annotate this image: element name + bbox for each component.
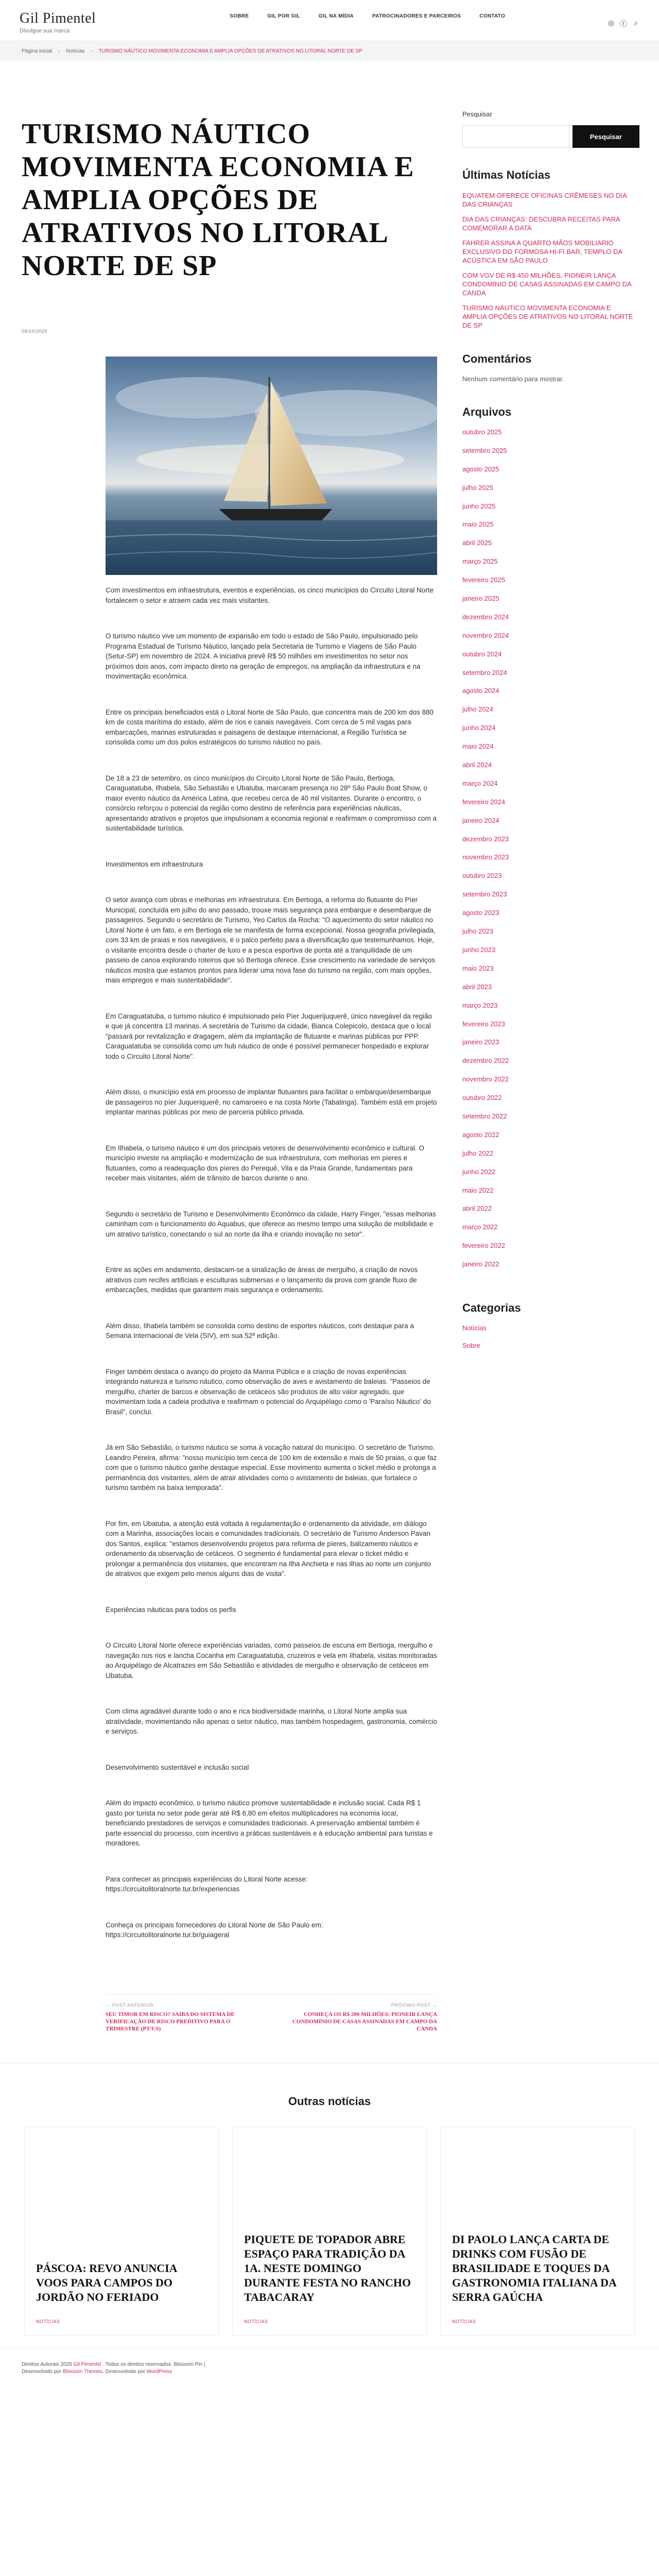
post-date: 09/10/2025 bbox=[22, 329, 48, 334]
archive-link[interactable]: maio 2023 bbox=[462, 964, 494, 972]
breadcrumb-current: TURISMO NÁUTICO MOVIMENTA ECONOMIA E AMPLIA OPÇÕES DE ATRATIVOS NO LITORAL NORTE DE SP bbox=[98, 48, 362, 54]
archive-link[interactable]: abril 2022 bbox=[462, 1205, 492, 1213]
archive-link[interactable]: abril 2025 bbox=[462, 539, 492, 547]
archive-link[interactable]: fevereiro 2022 bbox=[462, 1242, 506, 1250]
nav-item-gil-por-gil[interactable]: GIL POR GIL bbox=[267, 13, 300, 19]
archive-link[interactable]: agosto 2025 bbox=[462, 465, 499, 473]
recent-post-link[interactable]: COM VGV DE R$ 450 MILHÕES, PIONEIR LANÇA CONDOMÍNIO DE CASAS ASSINADAS EM CAMPO DA CANDA bbox=[462, 272, 631, 297]
post-paragraph: Segundo o secretário de Turismo e Desenvolvimento Econômico da cidade, Harry Finger, "essas melhorias caminham com o funcionamento do Aquabus, que oferece ao mesmo tempo uma solução de mobilidade e um atrativo turístico, conectando o sul ao norte da ilha e criando inovação no setor". bbox=[106, 1210, 436, 1238]
post-link-paragraph: Para conhecer as principais experiências do Litoral Norte acesse: https://circuitolitoralnorte.tur.br/experiencias bbox=[106, 1875, 308, 1893]
site-description: Divulgue sua marca bbox=[20, 28, 70, 34]
post-paragraph: Já em São Sebastião, o turismo náutico se soma à vocação natural do município. O secretário de Turismo, Leandro Pereira, afirma: "nosso município tem cerca de 100 km de extensão e mais de 50 praias, o que faz com que o turismo náutico ganhe destaque especial. Esse movimento aumenta o ticket médio e prolonga a permanência dos visitantes, além de atrair atividades como o avistamento de baleias, que fortalece o turismo também na baixa temporada". bbox=[106, 1444, 437, 1492]
post-paragraph: Além do impacto econômico, o turismo náutico promove sustentabilidade e inclusão social. Cada R$ 1 gasto por turista no setor pode gerar até R$ 6,80 em efeitos multiplicadores na economia local, beneficiando prestadores de serviços e comunidades tradicionais. A preservação ambiental também é parte essencial do processo, com incentivo a práticas sustentáveis e à educação ambiental para turistas e moradores. bbox=[106, 1799, 433, 1847]
brand bbox=[20, 10, 96, 34]
archive-link[interactable]: março 2023 bbox=[462, 1001, 498, 1009]
archives-title: Arquivos bbox=[462, 405, 512, 418]
other-news-section bbox=[0, 2063, 659, 2336]
archive-link[interactable]: julho 2022 bbox=[462, 1149, 493, 1157]
recent-post-link[interactable]: DIA DAS CRIANÇAS: DESCUBRA RECEITAS PARA COMEMORAR A DATA bbox=[462, 215, 620, 232]
news-card-title[interactable]: DI PAOLO LANÇA CARTA DE DRINKS COM FUSÃO DE BRASILIDADE E TOQUES DA GASTRONOMIA ITALIANA DA SERRA GAÚCHA bbox=[452, 2232, 616, 2303]
archive-link[interactable]: setembro 2024 bbox=[462, 668, 507, 676]
post-link-paragraph: Conheça os principais fornecedores do Litoral Norte de São Paulo em: https://circuitolitoralnorte.tur.br/guiageral bbox=[106, 1921, 323, 1939]
news-card[interactable] bbox=[24, 2127, 219, 2336]
site-header bbox=[0, 0, 659, 41]
archive-link[interactable]: maio 2024 bbox=[462, 742, 494, 751]
footer-rights: . Todos os direitos reservados. Blossom Pin | bbox=[102, 2361, 205, 2367]
archive-link[interactable]: outubro 2025 bbox=[462, 428, 502, 436]
news-card-title[interactable]: PÁSCOA: REVO ANUNCIA VOOS PARA CAMPOS DO JORDÃO NO FERIADO bbox=[36, 2261, 177, 2303]
post-paragraph: Além disso, o município está em processo de implantar flutuantes para facilitar o embarque/desembarque de passageiros no píer Juqueriquerê, no camaroeiro e na costa Norte (Tabatinga). Também está em projeto implantar marinas públicas por meio de parceria público privada. bbox=[106, 1088, 437, 1116]
page-layout bbox=[0, 61, 659, 2032]
archive-link[interactable]: setembro 2022 bbox=[462, 1112, 507, 1120]
category-link-noticias[interactable]: Notícias bbox=[462, 1324, 487, 1332]
breadcrumb-home[interactable]: Página inicial bbox=[22, 48, 52, 54]
archive-link[interactable]: setembro 2023 bbox=[462, 890, 507, 899]
news-card[interactable] bbox=[232, 2127, 427, 2336]
breadcrumb-section[interactable]: Notícias bbox=[66, 48, 85, 54]
post-subheading: Investimentos em infraestrutura bbox=[106, 860, 203, 868]
archive-link[interactable]: maio 2022 bbox=[462, 1186, 494, 1194]
header-icons bbox=[608, 10, 639, 29]
post-paragraph: De 18 a 23 de setembro, os cinco municípios do Circuito Litoral Norte de São Paulo, Bertioga, Caraguatatuba, Ilhabela, São Sebastião e Ubatuba, marcaram presença no 28º São Paulo Boat Show, o maior evento náutico da América Latina, que recebeu cerca de 40 mil visitantes. Durante o encontro, o consórcio reforçou o potencial da região como destino de referência para experiências náuticas, apresentando atrativos e projetos que impulsionam a economia regional e reafirmam o compromisso com a sustentabilidade turística. bbox=[106, 774, 437, 832]
post-paragraph: O turismo náutico vive um momento de expansão em todo o estado de São Paulo, impulsionado pelo Programa Estadual de Turismo Náutico, lançado pela Secretaria de Turismo e Viagens de São Paulo (Setur-SP) em novembro de 2024. A iniciativa prevê R$ 50 milhões em investimentos no setor nos próximos dois anos, com impacto direto na geração de empregos, na ampliação da infraestrutura e na movimentação econômica. bbox=[106, 632, 421, 680]
news-card[interactable] bbox=[440, 2127, 635, 2336]
post-paragraph: O Circuito Litoral Norte oferece experiências variadas, como passeios de escuna em Bertioga, mergulho e navegação nos rios e lancha Cocanha em Caraguatatuba, cruzeiros e vela em Ilhabela, visitas monitoradas ao Arquipélago de Alcatrazes em São Sebastião e atividades de mergulho e observação de cetáceos em Ubatuba. bbox=[106, 1641, 437, 1680]
recent-post-link[interactable]: EQUATEM OFERECE OFICINAS CRÊMESES NO DIA DAS CRIANÇAS bbox=[462, 192, 627, 208]
next-post[interactable] bbox=[283, 2003, 437, 2032]
archive-link[interactable]: novembro 2024 bbox=[462, 631, 509, 639]
sidebar bbox=[444, 61, 659, 2032]
archive-link[interactable]: julho 2025 bbox=[462, 483, 493, 492]
archive-link[interactable]: agosto 2024 bbox=[462, 687, 499, 695]
breadcrumb bbox=[0, 41, 659, 61]
footer-powered: . Desenvolvido por bbox=[102, 2368, 145, 2375]
site-footer bbox=[0, 2347, 659, 2386]
nav-item-contato[interactable]: CONTATO bbox=[479, 13, 506, 19]
featured-image bbox=[106, 357, 437, 575]
prev-post-label: ← POST ANTERIOR bbox=[106, 2002, 154, 2008]
footer-wordpress-link[interactable]: WordPress bbox=[146, 2368, 172, 2375]
no-comments-text: Nenhum comentário para mostrar. bbox=[462, 375, 564, 383]
archive-link[interactable]: janeiro 2025 bbox=[462, 595, 499, 603]
other-news-cards bbox=[0, 2127, 659, 2336]
archive-link[interactable]: agosto 2022 bbox=[462, 1130, 499, 1139]
post-subheading: Experiências náuticas para todos os perfis bbox=[106, 1605, 236, 1614]
search-input[interactable] bbox=[462, 125, 569, 148]
news-card-category[interactable]: NOTÍCIAS bbox=[36, 2318, 60, 2324]
archives-list bbox=[462, 428, 639, 1279]
archive-link[interactable]: junho 2022 bbox=[462, 1167, 496, 1176]
recent-post-link[interactable]: FAHRER ASSINA A QUARTO MÃOS MOBILIARIO EXCLUSIVO DO FORMOSA HI-FI BAR, TEMPLO DA ACÚSTICA EM SÃO PAULO bbox=[462, 239, 622, 264]
post-paragraph: Finger também destaca o avanço do projeto da Marina Pública e a criação de novas experiências integrando natureza e turismo náutico, como observação de aves e avistamento de baleias. "Passeios de mergulho, charter de barcos e observação de cetáceos são produtos de alto valor agregado, que movimentam toda a cadeia produtiva e reafirmam o potencial do Arquipélago como o 'Paraíso Náutico' do Brasil", conclui. bbox=[106, 1367, 431, 1416]
post-subheading: Desenvolvimento sustentável e inclusão social bbox=[106, 1763, 249, 1771]
prev-post-title[interactable]: SEU TIMOR EM RISCO? SAIBA DO SISTEMA DE VERIFICAÇÃO DE RISCO PREDITIVO PARA O TRIMESTRE (PT/US) bbox=[106, 2011, 235, 2032]
archive-link[interactable]: janeiro 2023 bbox=[462, 1038, 499, 1046]
archive-link[interactable]: julho 2024 bbox=[462, 705, 493, 714]
prev-post[interactable] bbox=[106, 2003, 260, 2032]
archive-link[interactable]: dezembro 2023 bbox=[462, 835, 509, 843]
nav-item-gil-na-midia[interactable]: GIL NA MÍDIA bbox=[318, 13, 354, 19]
recent-post-link[interactable]: TURISMO NÁUTICO MOVIMENTA ECONOMIA E AMPLIA OPÇÕES DE ATRATIVOS NO LITORAL NORTE DE SP bbox=[462, 304, 633, 329]
archive-link[interactable]: dezembro 2022 bbox=[462, 1057, 509, 1065]
category-link-sobre[interactable]: Sobre bbox=[462, 1341, 480, 1349]
news-card-category[interactable]: NOTÍCIAS bbox=[452, 2318, 476, 2324]
post-paragraph: Por fim, em Ubatuba, a atenção está voltada à regulamentação e ordenamento da atividade, em diálogo com a Marinha, associações locais e comunidades tradicionais. O secretário de Turismo Anderson Pavan dos Santos, explica: "estamos desenvolvendo projetos para reforma de píeres, balizamento náutico e ordenamento da observação de cetáceos. O segmento é fundamental para elevar o ticket médio e prolongar a permanência dos visitantes, que encontram na Ilha Anchieta e nas ilhas ao norte um conjunto de atrativos que exigem pelo menos alguns dias de visita". bbox=[106, 1519, 431, 1578]
archive-link[interactable]: agosto 2023 bbox=[462, 909, 499, 917]
nav-item-sobre[interactable]: SOBRE bbox=[230, 13, 249, 19]
footer-copyright: Direitos Autorais 2025 bbox=[22, 2361, 72, 2367]
post-content bbox=[106, 585, 437, 1940]
site-title-link[interactable]: Gil Pimentel bbox=[20, 10, 96, 26]
archive-link[interactable]: maio 2025 bbox=[462, 520, 494, 529]
archive-link[interactable]: outubro 2023 bbox=[462, 872, 502, 880]
next-post-title[interactable]: CONHEÇA OS R$ 200 MILHÕES: PIONEIR LANÇA CONDOMÍNIO DE CASAS ASSINADAS EM CAMPO DA CANDA bbox=[292, 2011, 437, 2032]
archive-link[interactable]: fevereiro 2025 bbox=[462, 576, 506, 584]
archive-link[interactable]: junho 2023 bbox=[462, 945, 496, 954]
post-navigation bbox=[106, 1994, 437, 2032]
archive-link[interactable]: fevereiro 2023 bbox=[462, 1020, 506, 1028]
post-paragraph: Em Ilhabela, o turismo náutico é um dos principais vetores de desenvolvimento econômico e cultural. O município investe na ampliação e modernização de sua infraestrutura, com melhorias em píeres e flutuantes, como a readequação dos píeres do Perequê, Vila e da Praia Grande, fundamentais para receber mais visitantes, além de trânsito de barcos durante o ano. bbox=[106, 1144, 425, 1182]
post-paragraph: Além disso, Ilhabela também se consolida como destino de esportes náuticos, com destaque para a Semana Internacional de Vela (SIV), em sua 52ª edição. bbox=[106, 1321, 414, 1340]
archive-link[interactable]: setembro 2025 bbox=[462, 446, 507, 454]
search-label: Pesquisar bbox=[462, 110, 492, 118]
archive-link[interactable]: junho 2024 bbox=[462, 724, 496, 732]
archive-link[interactable]: janeiro 2022 bbox=[462, 1260, 499, 1268]
archive-link[interactable]: novembro 2023 bbox=[462, 853, 509, 861]
footer-developed-by: Desenvolvido por bbox=[22, 2368, 62, 2375]
breadcrumb-separator-icon: › bbox=[91, 48, 93, 54]
footer-copyright-line bbox=[22, 2361, 637, 2368]
sailboat-image bbox=[106, 357, 437, 575]
archive-link[interactable]: dezembro 2024 bbox=[462, 613, 509, 621]
search-form bbox=[462, 125, 639, 148]
post-paragraph: Entre as ações em andamento, destacam-se a sinalização de áreas de mergulho, a criação de novos atrativos com recifes artificiais e esculturas submersas e o lançamento da prova com grande fluxo de embarcações, medidas que garantem mais segurança e ordenamento. bbox=[106, 1266, 418, 1294]
archive-link[interactable]: março 2024 bbox=[462, 779, 498, 787]
search-icon[interactable]: ⌕ bbox=[634, 19, 638, 27]
categories-title: Categorias bbox=[462, 1301, 521, 1314]
facebook-icon[interactable]: ⓕ bbox=[619, 20, 627, 28]
nav-item-patrocinadores[interactable]: PATROCINADORES E PARCEIROS bbox=[372, 13, 461, 19]
instagram-icon[interactable]: ◎ bbox=[608, 19, 615, 27]
archive-link[interactable]: outubro 2024 bbox=[462, 650, 502, 658]
archive-link[interactable]: abril 2023 bbox=[462, 982, 492, 991]
main-nav bbox=[220, 10, 529, 21]
other-news-title: Outras notícias bbox=[288, 2094, 371, 2108]
archive-link[interactable]: novembro 2022 bbox=[462, 1075, 509, 1083]
footer-theme-link[interactable]: Blossom Themes bbox=[63, 2368, 103, 2375]
archive-link[interactable]: outubro 2022 bbox=[462, 1094, 502, 1102]
post-title: TURISMO NÁUTICO MOVIMENTA ECONOMIA E AMPLIA OPÇÕES DE ATRATIVOS NO LITORAL NORTE DE SP bbox=[22, 118, 414, 282]
news-card-category[interactable]: NOTÍCIAS bbox=[244, 2318, 268, 2324]
footer-site-link[interactable]: Gil Pimentel bbox=[73, 2361, 101, 2367]
comments-title: Comentários bbox=[462, 352, 532, 365]
post-paragraph: O setor avança com obras e melhorias em infraestrutura. Em Bertioga, a reforma do flutuante do Píer Municipal, concluída em julho do ano passado, trouxe mais segurança para embarque e desembarque de passageiros. Segundo o secretário de Turismo, Yeo Carlos da Rocha: "O aquecimento do setor náutico no Litoral Norte é um fato, e em Bertioga ele se manifesta de forma excepcional. Nossa geografia privilegiada, com 33 km de praias e rios navegáveis, é o palco perfeito para a diversificação que testemunhamos. Hoje, o visitante encontra desde o charter de luxo e a pesca esportiva de ponta até a tranquilidade de um passeio de canoa explorando roteiros que só Bertioga oferece. Esse crescimento na variedade de serviços náuticos mostra que estamos prontos para liderar uma nova fase do turismo na região, com mais opções, mais empregos e mais sustentabilidade". bbox=[106, 896, 436, 984]
archive-link[interactable]: janeiro 2024 bbox=[462, 816, 499, 824]
next-post-label: PRÓXIMO POST → bbox=[391, 2002, 437, 2008]
search-button[interactable]: Pesquisar bbox=[573, 125, 639, 148]
recent-posts-list bbox=[462, 191, 639, 330]
post-paragraph: Com investimentos em infraestrutura, eventos e experiências, os cinco municípios do Circuito Litoral Norte fortalecem o setor e atraem cada vez mais visitantes. bbox=[106, 586, 434, 604]
news-card-title[interactable]: PIQUETE DE TOPADOR ABRE ESPAÇO PARA TRADIÇÃO DA 1A. NESTE DOMINGO DURANTE FESTA NO RANCHO TABACARAY bbox=[244, 2232, 411, 2303]
archive-link[interactable]: abril 2024 bbox=[462, 761, 492, 769]
breadcrumb-separator-icon: › bbox=[58, 48, 60, 54]
archive-link[interactable]: fevereiro 2024 bbox=[462, 798, 506, 806]
post-paragraph: Com clima agradável durante todo o ano e rica biodiversidade marinha, o Litoral Norte amplia sua atratividade, movimentando não apenas o setor náutico, mas também hospedagem, gastronomia, comércio e serviços. bbox=[106, 1707, 437, 1735]
archive-link[interactable]: julho 2023 bbox=[462, 927, 493, 936]
recent-posts-title: Últimas Notícias bbox=[462, 168, 551, 181]
archive-link[interactable]: março 2022 bbox=[462, 1223, 498, 1231]
categories-list bbox=[462, 1324, 639, 1359]
archive-link[interactable]: junho 2025 bbox=[462, 502, 496, 510]
main-content bbox=[0, 61, 444, 2032]
footer-credits-line bbox=[22, 2368, 637, 2376]
post-paragraph: Em Caraguatatuba, o turismo náutico é impulsionado pelo Píer Juquerijuquerê, único navegável da região e que já concentra 13 marinas. A secretária de Turismo da cidade, Bianca Colepicolo, destaca que o local "passará por revitalização e dragagem, além da implantação de flutuante e marinas públicas por PPP. Caraguatatuba se consolida como um hub náutico de onde é possível permanecer hospedado e explorar todo o Circuito Litoral Norte". bbox=[106, 1012, 432, 1060]
post-paragraph: Entre os principais beneficiados está o Litoral Norte de São Paulo, que concentra mais de 200 km dos 880 km de costa marítima do estado, além de rios e canais navegáveis. Com cerca de 5 mil vagas para embarcações, marinas estruturadas e paisagens de destaque internacional, a Região Turística se consolida como um dos polos estratégicos do turismo náutico no país. bbox=[106, 708, 434, 746]
archive-link[interactable]: março 2025 bbox=[462, 557, 498, 566]
